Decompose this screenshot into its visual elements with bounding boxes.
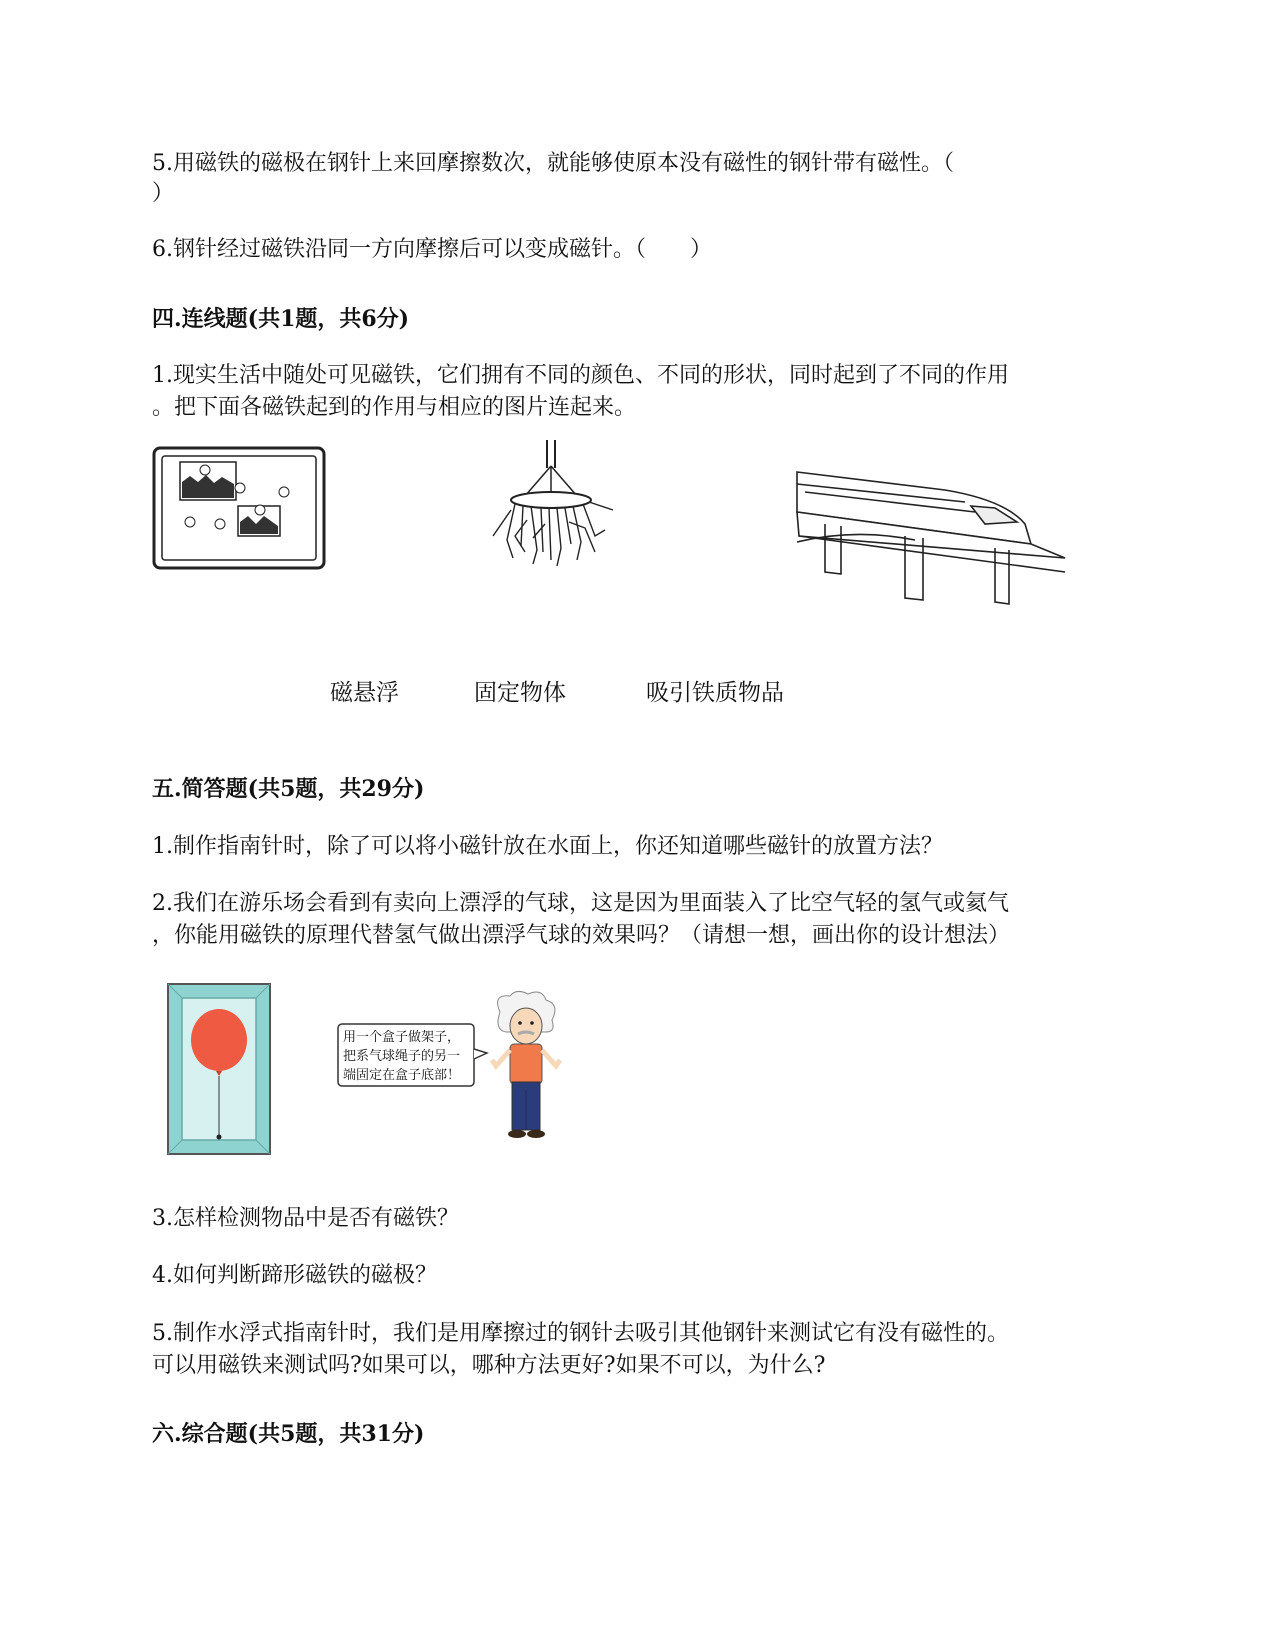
section-5-title: 五.简答题(共5题，共29分)	[152, 776, 425, 802]
speech-line-1: 用一个盒子做架子，	[343, 1030, 461, 1045]
question-5-2-line2: ，你能用磁铁的原理代替氢气做出漂浮气球的效果吗？（请想一想，画出你的设计想法）	[152, 923, 1011, 948]
speech-bubble	[337, 1023, 477, 1087]
crane-magnet-image	[485, 440, 635, 575]
question-3-5-line1: 5.用磁铁的磁极在钢针上来回摩擦数次，就能够使原本没有磁性的钢针带有磁性。（	[152, 151, 954, 176]
question-5-1: 1.制作指南针时，除了可以将小磁针放在水面上，你还知道哪些磁针的放置方法？	[152, 834, 943, 859]
speech-line-2: 把系气球绳子的另一	[343, 1049, 461, 1064]
maglev-train-image	[795, 462, 1075, 612]
question-5-5-line1: 5.制作水浮式指南针时，我们是用摩擦过的钢针去吸引其他钢针来测试它有没有磁性的。	[152, 1321, 1009, 1346]
balloon-icon	[191, 1009, 247, 1071]
question-4-1-line2: 。把下面各磁铁起到的作用与相应的图片连起来。	[152, 395, 637, 420]
question-5-3: 3.怎样检测物品中是否有磁铁？	[152, 1206, 459, 1231]
speech-line-3: 端固定在盒子底部！	[343, 1068, 461, 1083]
question-4-1-line1: 1.现实生活中随处可见磁铁，它们拥有不同的颜色、不同的形状，同时起到了不同的作用	[152, 363, 1009, 388]
label-attract-iron: 吸引铁质物品	[646, 680, 784, 706]
question-5-4: 4.如何判断蹄形磁铁的磁极？	[152, 1263, 437, 1288]
label-maglev: 磁悬浮	[330, 680, 399, 706]
whiteboard-image	[150, 442, 330, 577]
scientist-cartoon-image	[486, 990, 566, 1150]
balloon-box-image	[166, 982, 272, 1156]
question-5-2-line1: 2.我们在游乐场会看到有卖向上漂浮的气球，这是因为里面装入了比空气轻的氢气或氦气	[152, 891, 1009, 916]
section-4-title: 四.连线题(共1题，共6分)	[152, 306, 410, 332]
label-fix-object: 固定物体	[474, 680, 566, 706]
question-3-6: 6.钢针经过磁铁沿同一方向摩擦后可以变成磁针。（ ）	[152, 237, 712, 262]
question-5-5-line2: 可以用磁铁来测试吗?如果可以，哪种方法更好?如果不可以，为什么?	[152, 1353, 826, 1378]
section-6-title: 六.综合题(共5题，共31分)	[152, 1421, 425, 1447]
question-3-5-line2: ）	[152, 181, 175, 206]
